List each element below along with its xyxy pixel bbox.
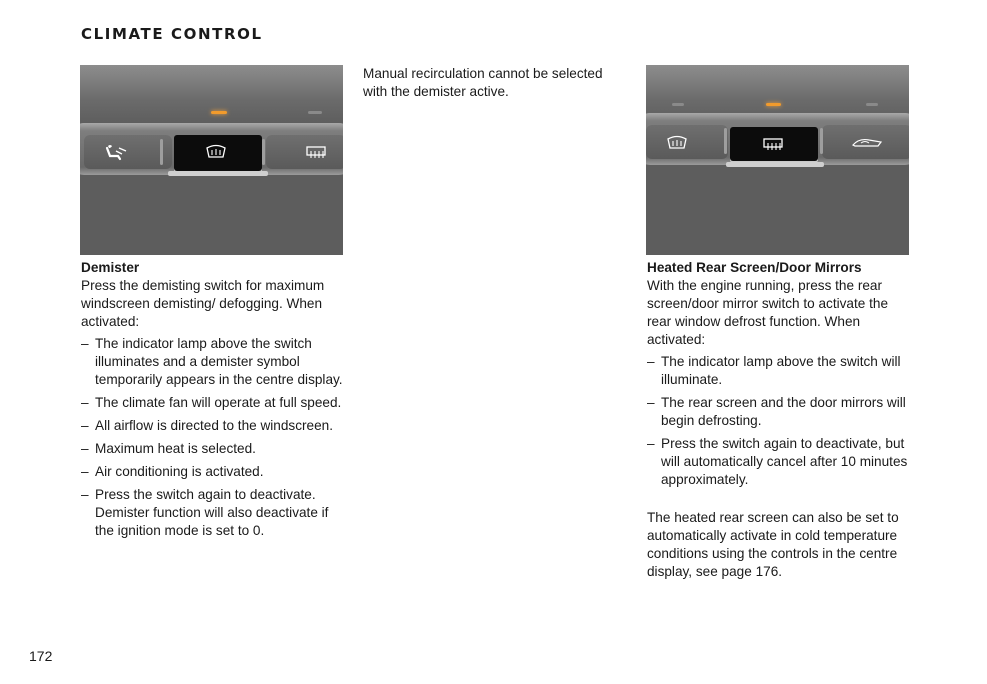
- list-item: – The rear screen and the door mirrors will begin defrosting.: [647, 394, 915, 430]
- list-item: – All airflow is directed to the windscreen.: [81, 417, 349, 435]
- rear-screen-section: [647, 259, 915, 581]
- recirculation-text: Manual recirculation cannot be selected with the demister active.: [363, 66, 603, 99]
- list-item: – The indicator lamp above the switch will illuminate.: [647, 353, 915, 389]
- rear-screen-heater-icon: [762, 137, 784, 151]
- demister-intro: Press the demisting switch for maximum windscreen demisting/ defogging. When activated:: [81, 278, 325, 329]
- list-item: – Press the switch again to deactivate, but will automatically cancel after 10 minutes approximately.: [647, 435, 915, 489]
- rear-screen-switch-photo: [646, 65, 909, 255]
- list-item: – Air conditioning is activated.: [81, 463, 349, 481]
- indicator-lamp-on: [766, 103, 781, 106]
- page-number: 172: [29, 648, 53, 664]
- rear-screen-heater-icon: [305, 145, 327, 159]
- demister-switch-photo: [80, 65, 343, 255]
- rear-screen-note: The heated rear screen can also be set to automatically activate in cold temperature conditions using the controls in the centre display, see page 176.: [647, 510, 899, 579]
- seat-airflow-icon: [102, 143, 132, 163]
- front-demister-icon: [205, 144, 227, 160]
- section-title: CLIMATE CONTROL: [81, 25, 263, 43]
- list-item: – Press the switch again to deactivate. Demister function will also deactivate if the ignition mode is set to 0.: [81, 486, 349, 540]
- demister-section: [81, 259, 349, 545]
- list-item: – Maximum heat is selected.: [81, 440, 349, 458]
- recirculation-icon: [851, 137, 885, 149]
- recirculation-note: [363, 65, 613, 101]
- front-demister-icon: [666, 135, 688, 151]
- indicator-lamp-off: [866, 103, 878, 106]
- rear-screen-heading: Heated Rear Screen/Door Mirrors: [647, 260, 862, 275]
- rear-screen-intro: With the engine running, press the rear screen/door mirror switch to activate the rear window defrost function. When activated:: [647, 278, 889, 347]
- list-item: – The indicator lamp above the switch illuminates and a demister symbol temporarily appears in the centre display.: [81, 335, 349, 389]
- list-item: – The climate fan will operate at full speed.: [81, 394, 349, 412]
- indicator-lamp-on: [211, 111, 227, 114]
- demister-heading: Demister: [81, 260, 140, 275]
- demister-list: [81, 335, 349, 540]
- indicator-lamp-off: [308, 111, 322, 114]
- indicator-lamp-off: [672, 103, 684, 106]
- rear-screen-list: [647, 353, 915, 489]
